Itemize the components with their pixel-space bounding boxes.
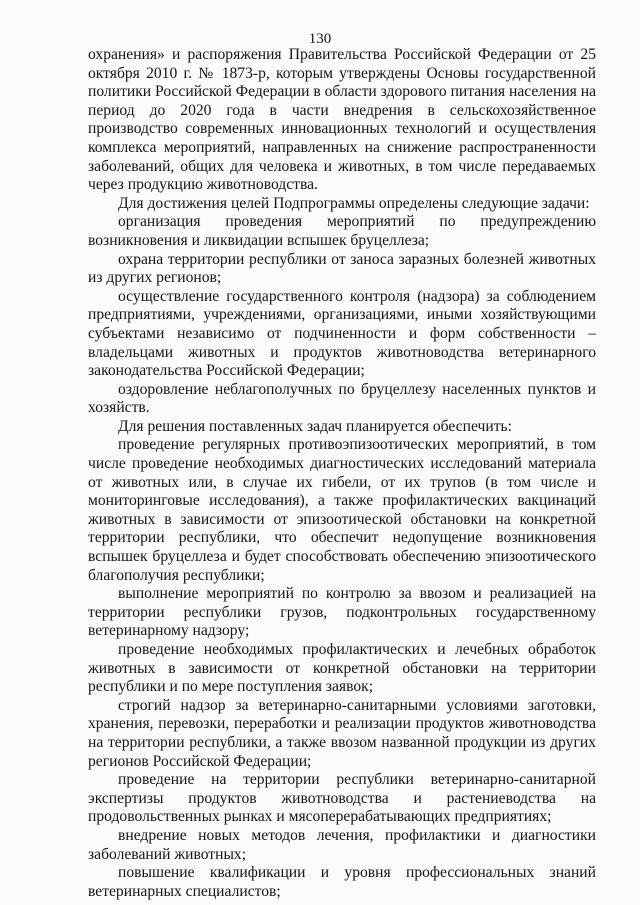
- paragraph-task-state-control: осуществление государственного контроля (надзора) за соблюдением предприятиями, учреждениями, организациями, иными хозяйствующими субъектами независимо от подчиненности и форм собственности – владельцами животных и продуктов животноводства ветеринарного законодательства Российской Федерации;: [88, 287, 596, 380]
- paragraph-task-recovery: оздоровление неблагополучных по бруцеллезу населенных пунктов и хозяйств.: [88, 380, 596, 417]
- paragraph-task-outbreak-prevention: организация проведения мероприятий по предупреждению возникновения и ликвидации вспышек бруцеллеза;: [88, 213, 596, 249]
- paragraph-intro-continuation: охранения» и распоряжения Правительства Российской Федерации от 25 октября 2010 г. № 1873-р, которым утверждены Основы государственной политики Российской Федерации в области здорового питания населения на период до 2020 года в части внедрения в сельскохозяйственное производство современных инновационных технологий и осуществления комплекса мероприятий, направленных на снижение распространенности заболеваний, общих для человека и животных, в том числе передаваемых через продукцию животноводства.: [88, 46, 596, 194]
- paragraph-measure-qualification: повышение квалификации и уровня профессиональных знаний ветеринарных специалистов;: [88, 864, 596, 900]
- paragraph-measures-heading: Для решения поставленных задач планируется обеспечить:: [118, 417, 512, 435]
- paragraph-measure-new-methods: внедрение новых методов лечения, профилактики и диагностики заболеваний животных;: [88, 826, 596, 863]
- paragraph-measure-expertise: проведение на территории республики ветеринарно-санитарной экспертизы продуктов животноводства и растениеводства на продовольственных рынках и мясоперерабатывающих предприятиях;: [88, 771, 596, 826]
- paragraph-task-territory-protection: охрана территории республики от заноса заразных болезней животных из других регионов;: [88, 250, 596, 287]
- document-body: [88, 46, 596, 901]
- paragraph-measure-sanitary-supervision: строгий надзор за ветеринарно-санитарными условиями заготовки, хранения, перевозки, переработки и реализации продуктов животноводства на территории республики, а также ввозом названной продукции из других регионов Российской Федерации;: [88, 696, 596, 770]
- paragraph-tasks-heading: Для достижения целей Подпрограммы определены следующие задачи:: [118, 194, 590, 212]
- paragraph-measure-treatments: проведение необходимых профилактических и лечебных обработок животных в зависимости от конкретной обстановки на территории республики и по мере поступления заявок;: [88, 641, 596, 696]
- paragraph-measure-import-control: выполнение мероприятий по контролю за ввозом и реализацией на территории республики грузов, подконтрольных государственному ветеринарному надзору;: [88, 585, 596, 640]
- page-number: 130: [308, 31, 332, 47]
- paragraph-measure-antiepizootic: проведение регулярных противоэпизоотических мероприятий, в том числе проведение необходимых диагностических исследований материала от животных или, в случае их гибели, от их трупов (в том числе и мониторинговые исследования), а также профилактических вакцинаций животных в зависимости от эпизоотической обстановки на конкретной территории республики, что обеспечит недопущение возникновения вспышек бруцеллеза и будет способствовать обеспечению эпизоотического благополучия республики;: [88, 436, 596, 584]
